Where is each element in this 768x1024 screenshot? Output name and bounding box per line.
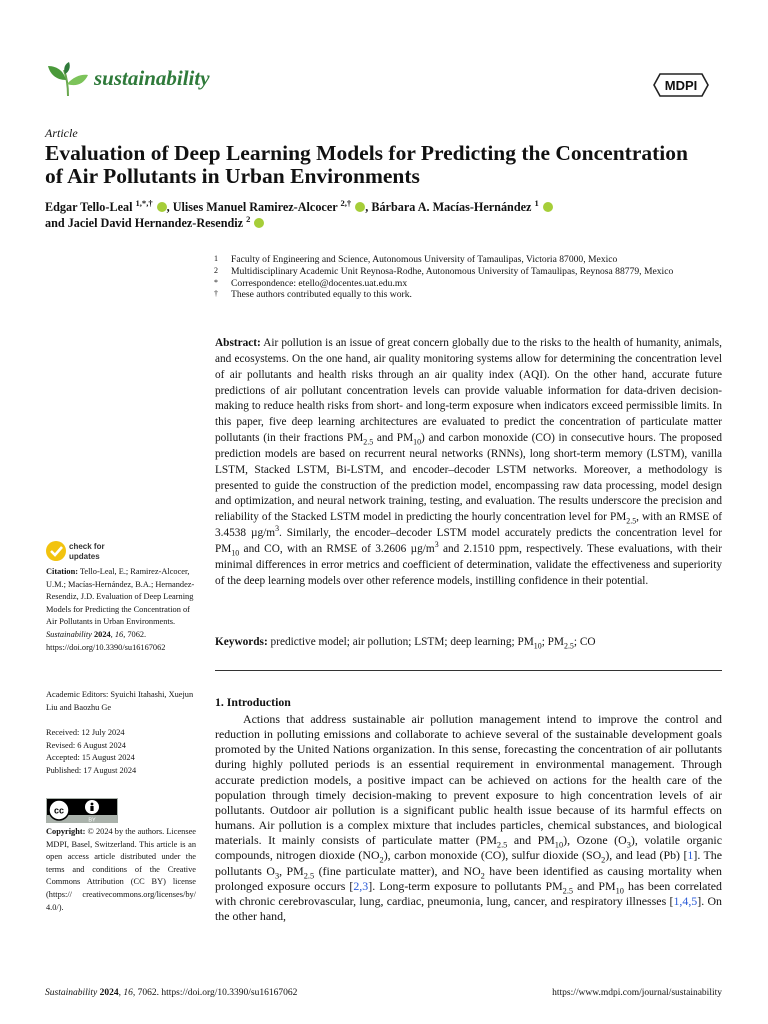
author-marks: 1	[534, 197, 539, 208]
author-name[interactable]: Edgar Tello-Leal	[45, 200, 133, 214]
affiliation-item: 1 Faculty of Engineering and Science, Autonomous University of Tamaulipas, Victoria 87000, Mexico	[214, 254, 618, 265]
orcid-icon[interactable]	[157, 202, 167, 212]
citation-block: Citation: Tello-Leal, E.; Ramirez-Alcocer, U.M.; Macías-Hernández, B.A.; Hernandez-Resendiz, J.D. Evaluation of Deep Learning Models for Predicting the Concentration of Air Pollutants in Urban Environments. Sustainability 2024, 16, 7062. https://doi.org/10.3390/su16167062	[46, 567, 195, 652]
journal-leaf-logo	[46, 62, 90, 98]
author-list: Edgar Tello-Leal $^{1,*,\dagger}$ , Ulises Manuel Ramirez-Alcocer $^{2,\dagger}$ , Bárbara A. Macías-Hernández $^1$ and Jaciel David Hernandez-Resendiz $^2$	[45, 199, 725, 231]
check-for-updates-icon[interactable]	[45, 540, 67, 562]
keywords-label: Keywords:	[215, 636, 268, 648]
citation-link[interactable]: 2,3	[353, 878, 369, 893]
footer-citation: Sustainability 2024, 16, 7062. https://doi.org/10.3390/su16167062	[45, 988, 298, 998]
author-name[interactable]: Jaciel David Hernandez-Resendiz	[67, 216, 244, 230]
abstract-label: Abstract:	[215, 337, 261, 349]
copyright-label: Copyright:	[46, 827, 86, 836]
by-label: BY	[88, 817, 96, 823]
citation-label: Citation:	[46, 567, 78, 576]
article-type: Article	[45, 126, 78, 140]
orcid-icon[interactable]	[543, 202, 553, 212]
check-for-updates-label[interactable]: check for updates	[69, 542, 105, 561]
abstract: Abstract: Air pollution is an issue of great concern globally due to the risks to the health of humanity, animals, and ecosystems. On the one hand, air quality monitoring systems allow for determining the concentration level of air pollutants and health risks through an air quality index (AQI). On the other hand, accurate future predictions of air pollutant concentration levels can provide valuable information for data-driven decision-making to reduce health risks from short- and long-term exposure when indicators exceed permissible limits. In this paper, five deep learning architectures are evaluated to predict the concentration of particulate matter pollutants (in their fractions $PM_{2.5}$ and $PM_{10}$) and carbon monoxide (CO) in consecutive hours. The proposed prediction models are based on recurrent neural networks (RNNs), long short-term memory (LSTM), vanilla LSTM, Stacked LSTM, Bi-LSTM, and encoder–decoder LSTM networks. Moreover, a methodology is presented to guide the construction of the prediction model, encompassing raw data processing, model design and optimization, and neural network training, testing, and evaluation. The results underscore the precision and reliability of the Stacked LSTM model in predicting the hourly concentration level for $PM_{2.5}$, with an RMSE of 3.4538 $\mu g/m^3$. Similarly, the encoder–decoder LSTM model accurately predicts the concentration level for $PM_{10}$ and CO, with an RMSE of 3.2606 $\mu g/m^3$ and 2.1510 ppm, respectively. These evaluations, with their minimal differences in error metrics and coefficient of determination, validate the effectiveness and superiority of the deep learning models over other reference models, instilling confidence in their potential.	[215, 337, 722, 587]
date-received: Received: 12 July 2024	[46, 728, 125, 737]
author-marks: 2	[246, 213, 251, 224]
section-heading: 1. Introduction	[215, 695, 291, 709]
introduction-body: Actions that address sustainable air pollution management intend to improve the control and reduction in polluting emissions and collaborate to achieve several of the sustainable development goals promoted by the United Nations organization. In this sense, forecasting the concentration of air pollutants during highly polluted periods is an essential requirement in environmental management. Through accurate prediction models, a positive impact can be achieved on actions for the health care of the population through timely decision-making to prevent exposure to high concentration levels of air pollutants. Outdoor air pollution is a significant public health issue because of its harmful effects on humans. Air pollution is a complex mixture that includes particles, chemical substances, and biological materials. It mainly consists of particulate matter ($PM_{2.5}$ and $PM_{10}$), Ozone $(O_3)$, volatile organic compounds, nitrogen dioxide $(NO_2)$, carbon monoxide (CO), sulfur dioxide $(SO_2)$, and lead (Pb) [1]. The pollutants $O_3$, $PM_{2.5}$ (fine particulate matter), and $NO_2$ have been identified as causing mortality when prolonged exposure occurs [2,3]. Long-term exposure to pollutants $PM_{2.5}$ and $PM_{10}$ has been correlated with chronic cerebrovascular, lung, cardiac, pneumonia, lung, cancer, and respiratory illnesses [1,4,5]. On the other hand,	[215, 712, 723, 924]
orcid-icon[interactable]	[254, 218, 264, 228]
publication-dates	[46, 727, 196, 777]
affiliation-item: * Correspondence: etello@docentes.uat.edu.mx	[214, 277, 408, 289]
keywords: Keywords: predictive model; air pollution; LSTM; deep learning; $PM_{10}$; $PM_{2.5}$; CO	[215, 636, 596, 651]
copyright-notice: Copyright: © 2024 by the authors. Licensee MDPI, Basel, Switzerland. This article is an open access article distributed under the terms and conditions of the Creative Commons Attribution (CC BY) license (https:// creativecommons.org/licenses/by/ 4.0/).	[46, 827, 196, 912]
author-name[interactable]: Bárbara A. Macías-Hernández	[371, 200, 532, 214]
date-accepted: Accepted: 15 August 2024	[46, 753, 135, 763]
affiliation-item: † These authors contributed equally to this work.	[214, 289, 412, 301]
footer-journal-url[interactable]: https://www.mdpi.com/journal/sustainability	[552, 988, 722, 998]
date-published: Published: 17 August 2024	[46, 765, 137, 775]
cc-label: cc	[53, 805, 65, 816]
academic-editors: Academic Editors: Syuichi Itahashi, Xuejun Liu and Baozhu Ge	[46, 690, 194, 712]
citation-link[interactable]: 1,4,5	[673, 893, 698, 908]
affiliations	[214, 254, 714, 301]
author-marks: 1,*,†	[135, 197, 153, 208]
mdpi-logo	[652, 72, 710, 98]
page-title: Evaluation of Deep Learning Models for Predicting the Concentration of Air Pollutants in Urban Environments	[45, 141, 688, 188]
author-name[interactable]: Ulises Manuel Ramirez-Alcocer	[172, 200, 338, 214]
mdpi-logo-text: MDPI	[664, 78, 698, 93]
affiliation-item: 2 Multidisciplinary Academic Unit Reynosa-Rodhe, Autonomous University of Tamaulipas, Reynosa 88779, Mexico	[214, 265, 674, 277]
citation-link[interactable]: 1	[687, 848, 694, 863]
section-divider	[215, 670, 722, 671]
date-revised: Revised: 6 August 2024	[46, 740, 126, 750]
orcid-icon[interactable]	[355, 202, 365, 212]
journal-name: sustainability	[94, 66, 210, 90]
author-marks: 2,†	[340, 197, 352, 208]
cc-by-license-badge[interactable]	[46, 798, 118, 823]
